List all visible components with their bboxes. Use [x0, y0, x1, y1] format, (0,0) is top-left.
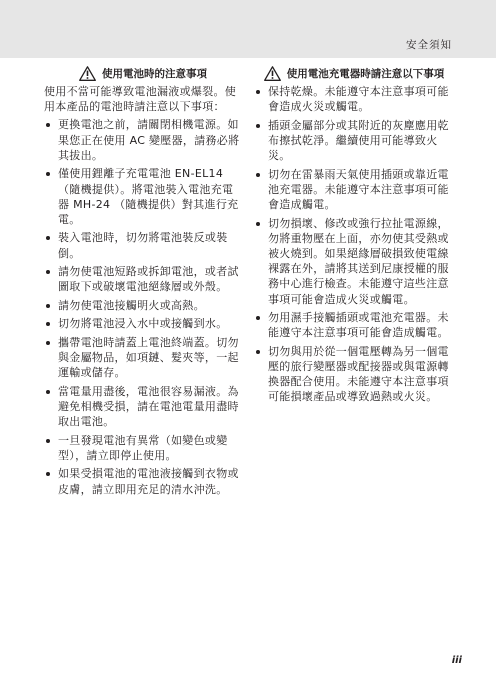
list-item: [44, 433, 242, 463]
bullet-icon: [46, 172, 50, 176]
bullet-icon: [46, 341, 50, 345]
bullet-icon: [46, 270, 50, 274]
list-item: [44, 384, 242, 430]
battery-precautions-heading-text: 使用電池時的注意事項: [102, 68, 207, 80]
list-item-text: 切勿損壞、修改或強行拉扯電源線，勿將重物壓在上面，亦勿使其受熱或被火燒到。如果絕緣層破損致使電線裸露在外，請將其送到尼康授權的服務中心進行檢查。未能遵守這些注意事項可能會造成火災或觸電。: [268, 216, 449, 306]
header-band: [0, 0, 496, 58]
section-title: 安全須知: [406, 39, 452, 51]
charger-precautions-list: [254, 84, 454, 405]
charger-precautions-heading-text: 使用電池充電器時請注意以下事項: [286, 68, 445, 80]
bullet-icon: [46, 472, 50, 476]
list-item-text: 僅使用鋰離子充電電池 EN-EL14（隨機提供）。將電池裝入電池充電器 MH-24 （隨機提供）對其進行充電。: [58, 167, 239, 226]
list-item-text: 裝入電池時，切勿將電池裝反或裝倒。: [58, 231, 228, 260]
bullet-icon: [256, 350, 260, 354]
list-item: [254, 216, 454, 307]
list-item-text: 攜帶電池時請蓋上電池終端蓋。切勿與金屬物品，如項鏈、髮夾等，一起運輸或儲存。: [58, 335, 239, 380]
bullet-icon: [46, 390, 50, 394]
battery-precautions-intro: 使用不當可能導致電池漏液或爆裂。使用本產品的電池時請注意以下事項：: [44, 85, 237, 114]
list-item-text: 更換電池之前，請關閉相機電源。如果您正在使用 AC 變壓器，請務必將其拔出。: [58, 118, 240, 162]
page-number: iii: [451, 655, 462, 666]
list-item: [44, 117, 242, 163]
list-item: [254, 167, 454, 213]
bullet-icon: [256, 124, 260, 128]
bullet-icon: [46, 322, 50, 326]
bullet-icon: [46, 236, 50, 240]
list-item: [254, 118, 454, 164]
bullet-icon: [256, 222, 260, 226]
list-item: [44, 264, 242, 294]
list-item: [254, 84, 454, 114]
bullet-icon: [256, 316, 260, 320]
list-item: [44, 230, 242, 260]
list-item: [44, 166, 242, 227]
charger-precautions-heading: [254, 66, 454, 81]
battery-precautions-heading: [44, 66, 242, 81]
list-item-text: 切勿將電池浸入水中或接觸到水。: [58, 317, 228, 331]
list-item-text: 當電量用盡後，電池很容易漏液。為避免相機受損，請在電池電量用盡時取出電池。: [58, 384, 239, 429]
bullet-icon: [46, 123, 50, 127]
list-item: [44, 466, 242, 496]
list-item-text: 切勿在雷暴雨天氣使用插頭或靠近電池充電器。未能遵守本注意事項可能會造成觸電。: [268, 167, 449, 212]
list-item: [44, 298, 242, 313]
list-item-text: 如果受損電池的電池液接觸到衣物或皮膚，請立即用充足的清水沖洗。: [58, 467, 239, 496]
list-item-text: 一旦發現電池有異常（如變色或變型），請立即停止使用。: [58, 433, 228, 462]
list-item-text: 請勿使電池短路或拆卸電池，或者試圖取下或破壞電池絕緣層或外殼。: [58, 265, 239, 294]
warning-triangle-icon: [264, 66, 281, 81]
list-item-text: 切勿與用於從一個電壓轉為另一個電壓的旅行變壓器或配接器或與電源轉換器配合使用。未能遵守本注意事項可能損壞產品或導致過熱或火災。: [268, 344, 449, 404]
list-item: [254, 344, 454, 405]
bullet-icon: [46, 304, 50, 308]
battery-precautions-list: [44, 117, 242, 496]
battery-precautions-column: [44, 66, 242, 500]
list-item: [44, 335, 242, 381]
bullet-icon: [46, 439, 50, 443]
warning-triangle-icon: [79, 66, 96, 81]
list-item: [254, 310, 454, 340]
bullet-icon: [256, 90, 260, 94]
charger-precautions-column: [254, 66, 454, 408]
list-item-text: 勿用濕手接觸插頭或電池充電器。未能遵守本注意事項可能會造成觸電。: [268, 311, 449, 340]
list-item-text: 保持乾燥。未能遵守本注意事項可能會造成火災或觸電。: [268, 85, 449, 114]
list-item-text: 請勿使電池接觸明火或高熱。: [58, 298, 205, 312]
list-item-text: 插頭金屬部分或其附近的灰塵應用乾布擦拭乾淨。繼續使用可能導致火災。: [268, 118, 449, 163]
bullet-icon: [256, 173, 260, 177]
list-item: [44, 316, 242, 331]
